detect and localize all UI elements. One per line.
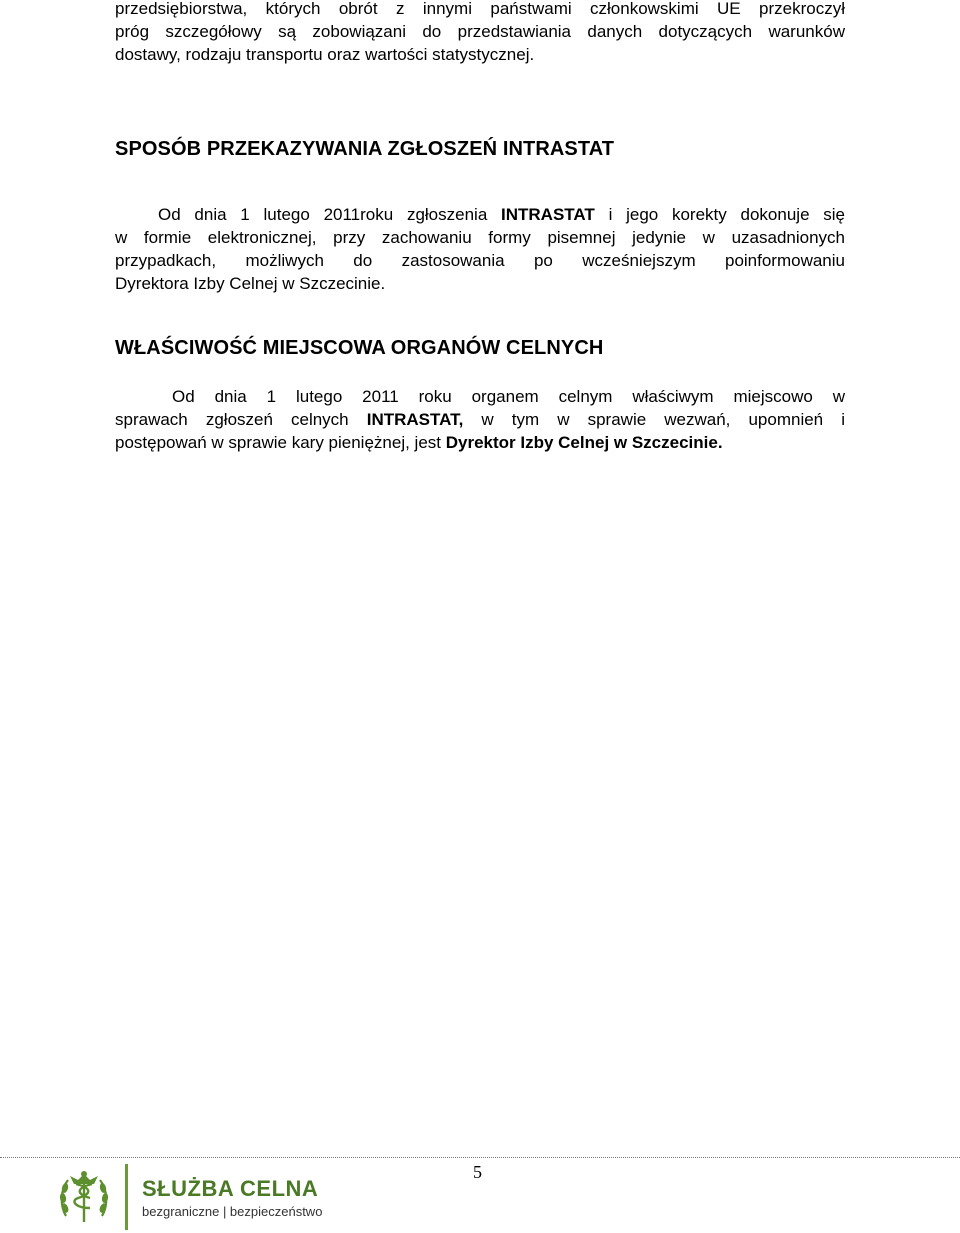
intrastat-bold: INTRASTAT — [501, 205, 595, 224]
section1-line: w formie elektronicznej, przy zachowaniu formy pisemnej jedynie w uzasadnionych — [115, 228, 845, 247]
section-heading-wlasciwosc: WŁAŚCIWOŚĆ MIEJSCOWA ORGANÓW CELNYCH — [115, 337, 604, 359]
page-number: 5 — [473, 1162, 482, 1182]
logo-divider — [125, 1164, 128, 1230]
dyrektor-bold: Dyrektor Izby Celnej w Szczecinie. — [445, 433, 723, 452]
intro-line: próg szczegółowy są zobowiązani do przedstawiania danych dotyczących warunków — [115, 22, 845, 41]
section2-line: sprawach zgłoszeń celnych INTRASTAT, w tym w sprawie wezwań, upomnień i — [115, 410, 845, 429]
section1-line: przypadkach, możliwych do zastosowania po wcześniejszym poinformowaniu — [115, 251, 845, 270]
section1-line: Dyrektora Izby Celnej w Szczecinie. — [115, 274, 386, 293]
intro-line: dostawy, rodzaju transportu oraz wartości statystycznej. — [115, 45, 535, 64]
section2-line: Od dnia 1 lutego 2011 roku organem celnym właściwym miejscowo w — [172, 387, 845, 406]
intro-paragraph — [115, 0, 845, 66]
customs-emblem-icon — [56, 1168, 112, 1228]
section1-paragraph — [115, 203, 845, 295]
logo-subtitle: bezgraniczne | bezpieczeństwo — [142, 1204, 323, 1219]
logo-title: SŁUŻBA CELNA — [142, 1176, 319, 1201]
section2-line: postępowań w sprawie kary pieniężnej, jest Dyrektor Izby Celnej w Szczecinie. — [115, 433, 723, 452]
section1-line: Od dnia 1 lutego 2011roku zgłoszenia INTRASTAT i jego korekty dokonuje się — [158, 205, 845, 224]
section-heading-przekazywanie: SPOSÓB PRZEKAZYWANIA ZGŁOSZEŃ INTRASTAT — [115, 138, 615, 160]
section2-paragraph — [115, 385, 845, 454]
footer-divider — [0, 1157, 960, 1158]
intrastat-bold: INTRASTAT, — [366, 410, 464, 429]
intro-line: przedsiębiorstwa, których obrót z innymi państwami członkowskimi UE przekroczył — [115, 0, 845, 18]
